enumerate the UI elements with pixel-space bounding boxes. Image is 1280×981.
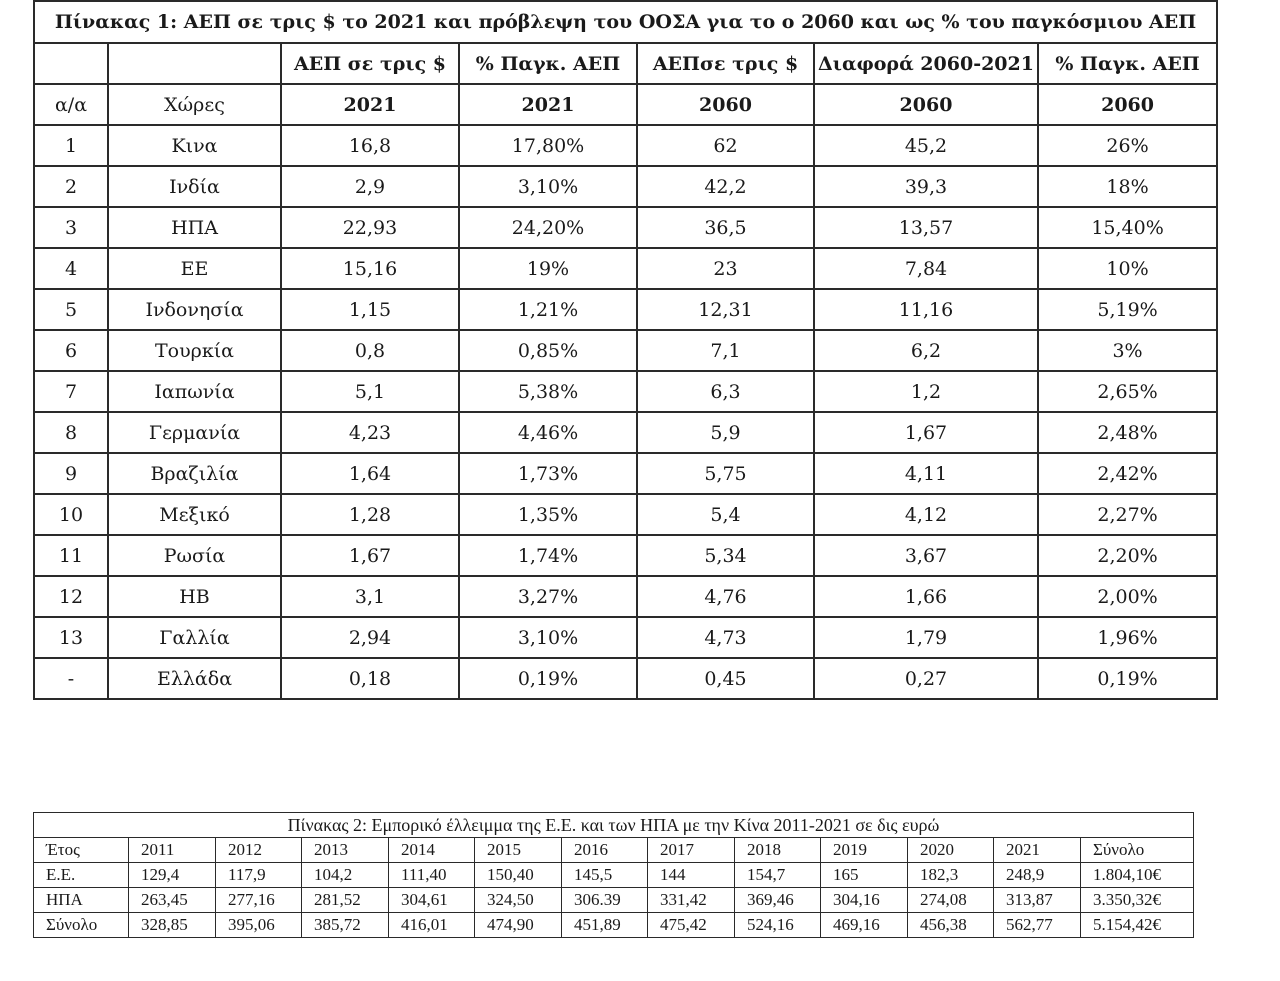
value-cell: 1,74%	[459, 535, 637, 576]
gdp-table-title: Πίνακας 1: ΑΕΠ σε τρις $ το 2021 και πρόβλεψη του ΟΟΣΑ για το ο 2060 και ως % του παγκόσμιου ΑΕΠ	[34, 1, 1217, 43]
value-cell: 16,8	[281, 125, 459, 166]
value-cell: 5,9	[637, 412, 814, 453]
table-row	[34, 576, 1217, 617]
value-cell: 4,11	[814, 453, 1038, 494]
gdp-table-year-row	[34, 84, 1217, 125]
value-cell: 562,77	[994, 913, 1081, 938]
table-row	[34, 330, 1217, 371]
row-index-cell: 7	[34, 371, 108, 412]
value-cell: 0,45	[637, 658, 814, 699]
value-cell: 22,93	[281, 207, 459, 248]
value-cell: 150,40	[475, 863, 562, 888]
value-cell: 4,46%	[459, 412, 637, 453]
table-row	[34, 494, 1217, 535]
value-cell: 3,67	[814, 535, 1038, 576]
row-index-cell: 8	[34, 412, 108, 453]
trade-table-title: Πίνακας 2: Εμπορικό έλλειμμα της Ε.Ε. και των ΗΠΑ με την Κίνα 2011-2021 σε δις ευρώ	[34, 813, 1194, 838]
header-cell	[34, 43, 108, 84]
value-cell: 2,94	[281, 617, 459, 658]
value-cell: 0,85%	[459, 330, 637, 371]
value-cell: 1,35%	[459, 494, 637, 535]
row-index-cell: 3	[34, 207, 108, 248]
value-cell: 144	[648, 863, 735, 888]
value-cell: 5,1	[281, 371, 459, 412]
trade-deficit-table-body	[34, 813, 1194, 938]
value-cell: 13,57	[814, 207, 1038, 248]
country-cell: Μεξικό	[108, 494, 281, 535]
table-row	[34, 863, 1194, 888]
row-index-cell: 6	[34, 330, 108, 371]
value-cell: 45,2	[814, 125, 1038, 166]
header-cell	[108, 43, 281, 84]
country-cell: Κινα	[108, 125, 281, 166]
value-cell: 475,42	[648, 913, 735, 938]
header-cell: 2012	[216, 838, 302, 863]
table-row	[34, 371, 1217, 412]
value-cell: 3,1	[281, 576, 459, 617]
header-cell: 2014	[389, 838, 475, 863]
country-cell: ΗΠΑ	[108, 207, 281, 248]
value-cell: 6,2	[814, 330, 1038, 371]
value-cell: 12,31	[637, 289, 814, 330]
region-cell: Σύνολο	[34, 913, 129, 938]
header-cell: ΑΕΠ σε τρις $	[281, 43, 459, 84]
country-cell: Ιαπωνία	[108, 371, 281, 412]
country-column-header: Χώρες	[108, 84, 281, 125]
value-cell: 2,48%	[1038, 412, 1217, 453]
year-cell: 2060	[814, 84, 1038, 125]
index-column-header: α/α	[34, 84, 108, 125]
header-cell: Έτος	[34, 838, 129, 863]
header-cell: Διαφορά 2060-2021	[814, 43, 1038, 84]
value-cell: 104,2	[302, 863, 389, 888]
value-cell: 474,90	[475, 913, 562, 938]
value-cell: 145,5	[562, 863, 648, 888]
value-cell: 324,50	[475, 888, 562, 913]
value-cell: 15,16	[281, 248, 459, 289]
table-row	[34, 658, 1217, 699]
header-cell: % Παγκ. ΑΕΠ	[1038, 43, 1217, 84]
value-cell: 2,27%	[1038, 494, 1217, 535]
value-cell: 4,73	[637, 617, 814, 658]
value-cell: 306.39	[562, 888, 648, 913]
value-cell: 15,40%	[1038, 207, 1217, 248]
header-cell: 2013	[302, 838, 389, 863]
value-cell: 1,64	[281, 453, 459, 494]
row-index-cell: 11	[34, 535, 108, 576]
value-cell: 4,76	[637, 576, 814, 617]
row-index-cell: 4	[34, 248, 108, 289]
value-cell: 17,80%	[459, 125, 637, 166]
value-cell: 62	[637, 125, 814, 166]
year-cell: 2060	[1038, 84, 1217, 125]
year-cell: 2060	[637, 84, 814, 125]
country-cell: ΕΕ	[108, 248, 281, 289]
value-cell: 281,52	[302, 888, 389, 913]
gdp-table-body	[34, 125, 1217, 699]
value-cell: 5,38%	[459, 371, 637, 412]
value-cell: 304,16	[821, 888, 908, 913]
value-cell: 2,20%	[1038, 535, 1217, 576]
country-cell: Ινδία	[108, 166, 281, 207]
value-cell: 10%	[1038, 248, 1217, 289]
value-cell: 1,2	[814, 371, 1038, 412]
row-index-cell: 12	[34, 576, 108, 617]
value-cell: 19%	[459, 248, 637, 289]
value-cell: 1,66	[814, 576, 1038, 617]
value-cell: 263,45	[129, 888, 216, 913]
value-cell: 5,19%	[1038, 289, 1217, 330]
value-cell: 3,10%	[459, 166, 637, 207]
table-row	[34, 207, 1217, 248]
value-cell: 277,16	[216, 888, 302, 913]
value-cell: 385,72	[302, 913, 389, 938]
value-cell: 1,67	[281, 535, 459, 576]
value-cell: 154,7	[735, 863, 821, 888]
value-cell: 395,06	[216, 913, 302, 938]
value-cell: 0,27	[814, 658, 1038, 699]
row-index-cell: -	[34, 658, 108, 699]
value-cell: 42,2	[637, 166, 814, 207]
value-cell: 0,19%	[459, 658, 637, 699]
country-cell: Ρωσία	[108, 535, 281, 576]
value-cell: 248,9	[994, 863, 1081, 888]
table-row	[34, 617, 1217, 658]
value-cell: 416,01	[389, 913, 475, 938]
header-cell: % Παγκ. ΑΕΠ	[459, 43, 637, 84]
value-cell: 26%	[1038, 125, 1217, 166]
header-cell: 2015	[475, 838, 562, 863]
country-cell: ΗΒ	[108, 576, 281, 617]
value-cell: 469,16	[821, 913, 908, 938]
value-cell: 1,15	[281, 289, 459, 330]
country-cell: Γερμανία	[108, 412, 281, 453]
row-index-cell: 1	[34, 125, 108, 166]
table-row	[34, 888, 1194, 913]
row-index-cell: 10	[34, 494, 108, 535]
value-cell: 18%	[1038, 166, 1217, 207]
value-cell: 24,20%	[459, 207, 637, 248]
value-cell: 369,46	[735, 888, 821, 913]
value-cell: 23	[637, 248, 814, 289]
value-cell: 2,42%	[1038, 453, 1217, 494]
value-cell: 182,3	[908, 863, 994, 888]
row-index-cell: 13	[34, 617, 108, 658]
value-cell: 0,19%	[1038, 658, 1217, 699]
value-cell: 1,79	[814, 617, 1038, 658]
value-cell: 331,42	[648, 888, 735, 913]
value-cell: 39,3	[814, 166, 1038, 207]
value-cell: 165	[821, 863, 908, 888]
value-cell: 36,5	[637, 207, 814, 248]
value-cell: 328,85	[129, 913, 216, 938]
value-cell: 3,27%	[459, 576, 637, 617]
value-cell: 313,87	[994, 888, 1081, 913]
gdp-table-title-row	[34, 1, 1217, 43]
value-cell: 0,18	[281, 658, 459, 699]
country-cell: Τουρκία	[108, 330, 281, 371]
table-row	[34, 289, 1217, 330]
value-cell: 3.350,32€	[1081, 888, 1194, 913]
value-cell: 1,67	[814, 412, 1038, 453]
header-cell: 2016	[562, 838, 648, 863]
value-cell: 3%	[1038, 330, 1217, 371]
trade-table-header-row	[34, 838, 1194, 863]
value-cell: 111,40	[389, 863, 475, 888]
region-cell: ΗΠΑ	[34, 888, 129, 913]
country-cell: Γαλλία	[108, 617, 281, 658]
table-row	[34, 166, 1217, 207]
value-cell: 117,9	[216, 863, 302, 888]
value-cell: 524,16	[735, 913, 821, 938]
row-index-cell: 2	[34, 166, 108, 207]
value-cell: 5,4	[637, 494, 814, 535]
header-cell: 2021	[994, 838, 1081, 863]
value-cell: 129,4	[129, 863, 216, 888]
table-row	[34, 412, 1217, 453]
value-cell: 5,34	[637, 535, 814, 576]
value-cell: 0,8	[281, 330, 459, 371]
value-cell: 7,1	[637, 330, 814, 371]
year-cell: 2021	[281, 84, 459, 125]
row-index-cell: 5	[34, 289, 108, 330]
value-cell: 4,23	[281, 412, 459, 453]
value-cell: 11,16	[814, 289, 1038, 330]
value-cell: 1,73%	[459, 453, 637, 494]
table-row	[34, 535, 1217, 576]
value-cell: 304,61	[389, 888, 475, 913]
header-cell: ΑΕΠσε τρις $	[637, 43, 814, 84]
value-cell: 3,10%	[459, 617, 637, 658]
row-index-cell: 9	[34, 453, 108, 494]
value-cell: 1,21%	[459, 289, 637, 330]
region-cell: Ε.Ε.	[34, 863, 129, 888]
trade-table-title-row	[34, 813, 1194, 838]
table-row	[34, 453, 1217, 494]
value-cell: 451,89	[562, 913, 648, 938]
value-cell: 6,3	[637, 371, 814, 412]
value-cell: 4,12	[814, 494, 1038, 535]
value-cell: 2,00%	[1038, 576, 1217, 617]
value-cell: 7,84	[814, 248, 1038, 289]
value-cell: 5.154,42€	[1081, 913, 1194, 938]
year-cell: 2021	[459, 84, 637, 125]
header-cell: 2019	[821, 838, 908, 863]
value-cell: 5,75	[637, 453, 814, 494]
header-cell: 2020	[908, 838, 994, 863]
table-row	[34, 248, 1217, 289]
header-cell: 2017	[648, 838, 735, 863]
value-cell: 1,96%	[1038, 617, 1217, 658]
country-cell: Βραζιλία	[108, 453, 281, 494]
header-cell: 2018	[735, 838, 821, 863]
country-cell: Ελλάδα	[108, 658, 281, 699]
value-cell: 2,65%	[1038, 371, 1217, 412]
value-cell: 2,9	[281, 166, 459, 207]
table-row	[34, 913, 1194, 938]
value-cell: 1.804,10€	[1081, 863, 1194, 888]
table-row	[34, 125, 1217, 166]
value-cell: 456,38	[908, 913, 994, 938]
gdp-table	[33, 0, 1218, 700]
header-cell: 2011	[129, 838, 216, 863]
value-cell: 1,28	[281, 494, 459, 535]
header-cell: Σύνολο	[1081, 838, 1194, 863]
country-cell: Ινδονησία	[108, 289, 281, 330]
value-cell: 274,08	[908, 888, 994, 913]
gdp-table-header-row	[34, 43, 1217, 84]
trade-deficit-table	[33, 812, 1194, 938]
